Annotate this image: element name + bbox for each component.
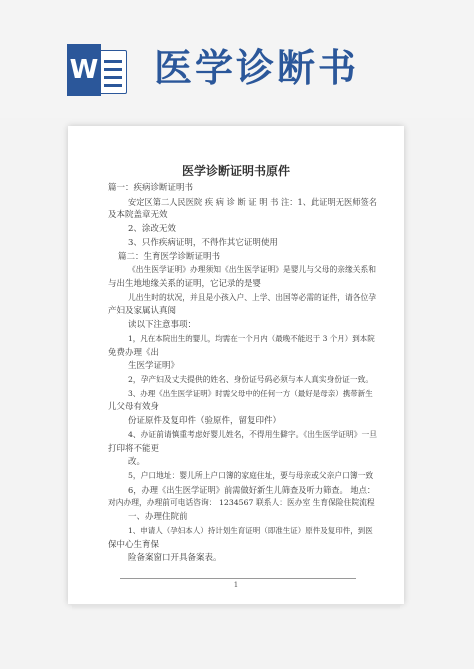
banner-title: 医学诊断书 bbox=[154, 46, 360, 90]
doc-line: 及本院盖章无效 bbox=[108, 210, 168, 221]
doc-line: 免费办理《出 bbox=[108, 347, 160, 358]
doc-line: 一、办理住院前 bbox=[128, 512, 188, 523]
doc-line: 产妇及家属认真阅 bbox=[108, 306, 177, 317]
doc-line: 6，办理《出生医学证明》前需做好新生儿筛查及听力筛查。 地点： bbox=[128, 484, 376, 495]
word-icon-letter: W bbox=[67, 44, 101, 96]
document-title: 医学诊断证明书原件 bbox=[181, 164, 290, 178]
doc-line: 改。 bbox=[128, 457, 146, 468]
doc-line: 2、涂改无效 bbox=[128, 224, 176, 235]
footer-divider bbox=[120, 578, 356, 579]
doc-line: 险备案窗口开具备案表。 bbox=[128, 553, 222, 564]
doc-line: 3、办理《出生医学证明》时需父母中的任何一方（最好是母亲）携带新生 bbox=[128, 388, 373, 398]
header-banner bbox=[0, 0, 474, 118]
doc-line: 篇一：疾病诊断证明书 bbox=[108, 183, 194, 193]
page-number: 1 bbox=[233, 581, 239, 589]
doc-line: 保中心生育保 bbox=[108, 539, 160, 550]
doc-line: 儿出生时的状况，并且是小孩入户、上学、出国等必需的证件，请各位孕 bbox=[128, 292, 377, 302]
doc-line: 《出生医学证明》办理须知《出生医学证明》是婴儿与父母的亲缘关系和 bbox=[128, 265, 377, 275]
doc-line: 1、申请人（孕妇本人）持计划生育证明（即准生证）原件及复印件，到医 bbox=[128, 525, 373, 535]
doc-line: 篇二：生育医学诊断证明书 bbox=[118, 251, 221, 262]
doc-line: 生医学证明》 bbox=[128, 361, 180, 372]
doc-line: 3、只作疾病证明，不得作其它证明使用 bbox=[128, 237, 278, 248]
doc-line: 4、办证前请慎重考虑好婴儿姓名，不得用生僻字。《出生医学证明》一旦 bbox=[128, 429, 378, 439]
doc-line: 安定区第二人民医院 疾 病 诊 断 证 明 书 注：1、此证明无医师签名 bbox=[128, 196, 377, 207]
doc-line: 1，凡在本院出生的婴儿，均需在一个月内（最晚不能迟于 3 个月）到本院 bbox=[128, 333, 375, 343]
doc-line: 打印将不能更 bbox=[108, 443, 160, 454]
page-shadow bbox=[72, 604, 400, 610]
doc-line: 儿父母有效身 bbox=[108, 402, 160, 413]
doc-line: 5，户口地址：婴儿所上户口簿的家庭住址，要与母亲或父亲户口簿一致 bbox=[128, 471, 374, 480]
doc-line: 与出生地地缘关系的证明，它记录的是婴 bbox=[108, 279, 262, 289]
doc-line: 读以下注意事项： bbox=[128, 320, 197, 331]
doc-line: 2，孕产妇及丈夫提供的姓名、身份证号码必须与本人真实身份证一致。 bbox=[128, 375, 374, 384]
document-page bbox=[68, 126, 404, 604]
doc-line: 对内办理，办理前可电话咨询： 1234567 联系人：医办室 生育保险住院流程 bbox=[108, 498, 375, 508]
word-document-icon bbox=[67, 44, 127, 96]
doc-line: 份证原件及复印件（验原件，留复印件） bbox=[128, 416, 282, 427]
